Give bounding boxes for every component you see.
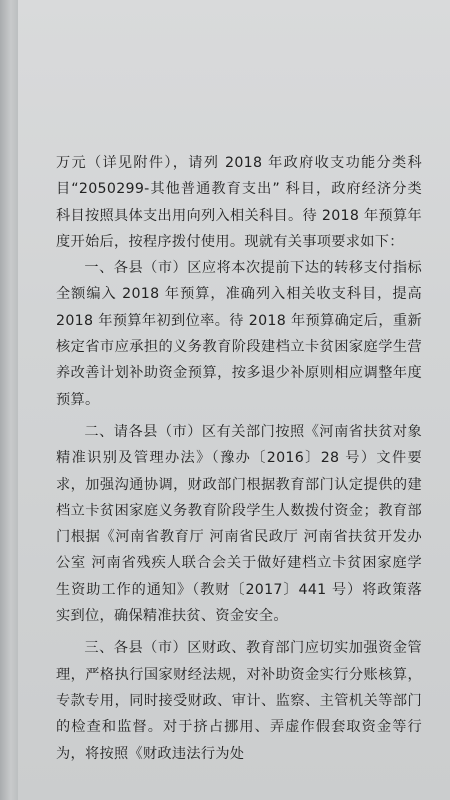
paragraph-item-3: 三、各县（市）区财政、教育部门应切实加强资金管理，严格执行国家财经法规，对补助资金实行分账核算，专款专用，同时接受财政、审计、监察、主管机关等部门的检查和监督。对于挤占挪用、弄虚作假套取资金等行为，将按照《财政违法行为处: [56, 640, 422, 762]
paragraph-item-2: 二、请各县（市）区有关部门按照《河南省扶贫对象精准识别及管理办法》（豫办〔2016〕28 号）文件要求，加强沟通协调，财政部门根据教育部门认定提供的建档立卡贫困家庭义务教育阶段学生人数拨付资金；教育部门根据《河南省教育厅 河南省民政厅 河南省扶贫开发办公室 河南省残疾人联合会关于做好建档立卡贫困家庭学生资助工作的通知》（教财〔2017〕441 号）将政策落实到位，确保精准扶贫、资金安全。: [56, 423, 422, 625]
paragraph-intro: 万元（详见附件），请列 2018 年政府收支功能分类科目“2050299-其他普通教育支出” 科目，政府经济分类科目按照具体支出用向列入相关科目。待 2018 年预算年度开始后，按程序拨付使用。现就有关事项要求如下：: [56, 155, 422, 250]
document-body: [56, 150, 422, 767]
paragraph-item-1: 一、各县（市）区应将本次提前下达的转移支付指标全额编入 2018 年预算，准确列入相关收支科目，提高 2018 年预算年初到位率。待 2018 年预算确定后，重新核定省市应承担的义务教育阶段建档立卡贫困家庭学生营养改善计划补助资金预算，按多退少补原则相应调整年度预算。: [56, 260, 422, 408]
page-edge: [0, 0, 18, 800]
